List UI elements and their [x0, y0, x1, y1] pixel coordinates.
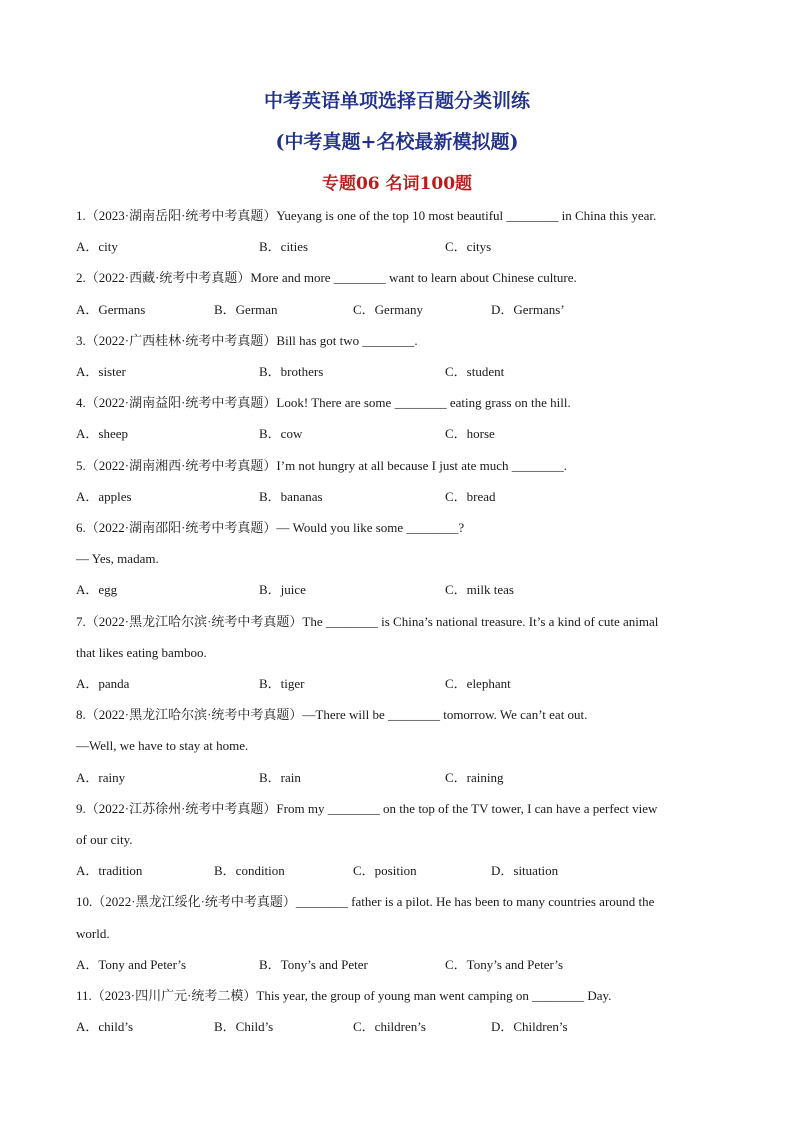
question-2-option-b: B．German — [214, 302, 278, 317]
question-11-option-a: A．child’s — [76, 1019, 134, 1034]
question-9-stem: 9.（2022·江苏徐州·统考中考真题）From my ________ on the top of the TV tower, I can have a perfect view — [76, 801, 658, 816]
question-8-option-b: B．rain — [259, 770, 301, 785]
question-3-option-c: C．student — [445, 364, 505, 379]
question-10-option-a: A．Tony and Peter’s — [76, 957, 187, 972]
question-7-option-b: B．tiger — [259, 676, 305, 691]
question-1-stem: 1.（2023·湖南岳阳·统考中考真题）Yueyang is one of the top 10 most beautiful ________ in China this year. — [76, 208, 657, 223]
question-8-stem-continued: —Well, we have to stay at home. — [76, 738, 249, 753]
question-7-stem: 7.（2022·黑龙江哈尔滨·统考中考真题）The ________ is China’s national treasure. It’s a kind of cute animal — [76, 614, 659, 629]
question-10-stem: 10.（2022·黑龙江绥化·统考中考真题）________ father is a pilot. He has been to many countries around the — [76, 894, 655, 909]
question-7-stem-continued: that likes eating bamboo. — [76, 645, 207, 660]
question-9-option-c: C．position — [353, 863, 417, 878]
question-2-option-d: D．Germans’ — [491, 302, 565, 317]
question-2-option-c: C．Germany — [353, 302, 424, 317]
question-5-option-b: B．bananas — [259, 489, 323, 504]
question-11-option-c: C．children’s — [353, 1019, 426, 1034]
question-5-stem: 5.（2022·湖南湘西·统考中考真题）I’m not hungry at all because I just ate much ________. — [76, 458, 568, 473]
question-4-option-a: A．sheep — [76, 426, 128, 441]
document-title: 中考英语单项选择百题分类训练 — [263, 90, 530, 112]
question-3-option-a: A．sister — [76, 364, 126, 379]
question-10-stem-continued: world. — [76, 926, 110, 941]
question-9-stem-continued: of our city. — [76, 832, 133, 847]
question-10-option-b: B．Tony’s and Peter — [259, 957, 368, 972]
question-6-stem: 6.（2022·湖南邵阳·统考中考真题）— Would you like some ________? — [76, 520, 465, 535]
question-1-option-a: A．city — [76, 239, 118, 254]
question-11-stem: 11.（2023·四川广元·统考二模）This year, the group of young man went camping on ________ Day. — [76, 988, 612, 1003]
question-6-option-b: B．juice — [259, 582, 306, 597]
question-4-option-c: C．horse — [445, 426, 495, 441]
question-9-option-b: B．condition — [214, 863, 285, 878]
question-7-option-c: C．elephant — [445, 676, 511, 691]
document-subtitle: (中考真题+名校最新模拟题) — [275, 131, 519, 153]
question-2-option-a: A．Germans — [76, 302, 146, 317]
question-8-option-a: A．rainy — [76, 770, 126, 785]
question-5-option-c: C．bread — [445, 489, 496, 504]
question-5-option-a: A．apples — [76, 489, 132, 504]
question-4-stem: 4.（2022·湖南益阳·统考中考真题）Look! There are some ________ eating grass on the hill. — [76, 395, 571, 410]
question-9-option-a: A．tradition — [76, 863, 143, 878]
question-9-option-d: D．situation — [491, 863, 559, 878]
question-8-stem: 8.（2022·黑龙江哈尔滨·统考中考真题）—There will be ________ tomorrow. We can’t eat out. — [76, 707, 588, 722]
question-1-option-b: B．cities — [259, 239, 309, 254]
question-2-stem: 2.（2022·西藏·统考中考真题）More and more ________ want to learn about Chinese culture. — [76, 270, 577, 285]
question-6-stem-continued: — Yes, madam. — [76, 551, 159, 566]
question-6-option-c: C．milk teas — [445, 582, 514, 597]
question-10-option-c: C．Tony’s and Peter’s — [445, 957, 564, 972]
question-3-stem: 3.（2022·广西桂林·统考中考真题）Bill has got two ________. — [76, 333, 418, 348]
question-6-option-a: A．egg — [76, 582, 118, 597]
question-11-option-d: D．Children’s — [491, 1019, 568, 1034]
question-7-option-a: A．panda — [76, 676, 130, 691]
question-1-option-c: C．citys — [445, 239, 492, 254]
question-3-option-b: B．brothers — [259, 364, 324, 379]
question-4-option-b: B．cow — [259, 426, 303, 441]
question-8-option-c: C．raining — [445, 770, 504, 785]
topic-heading: 专题06 名词100题 — [321, 174, 473, 194]
question-11-option-b: B．Child’s — [214, 1019, 274, 1034]
